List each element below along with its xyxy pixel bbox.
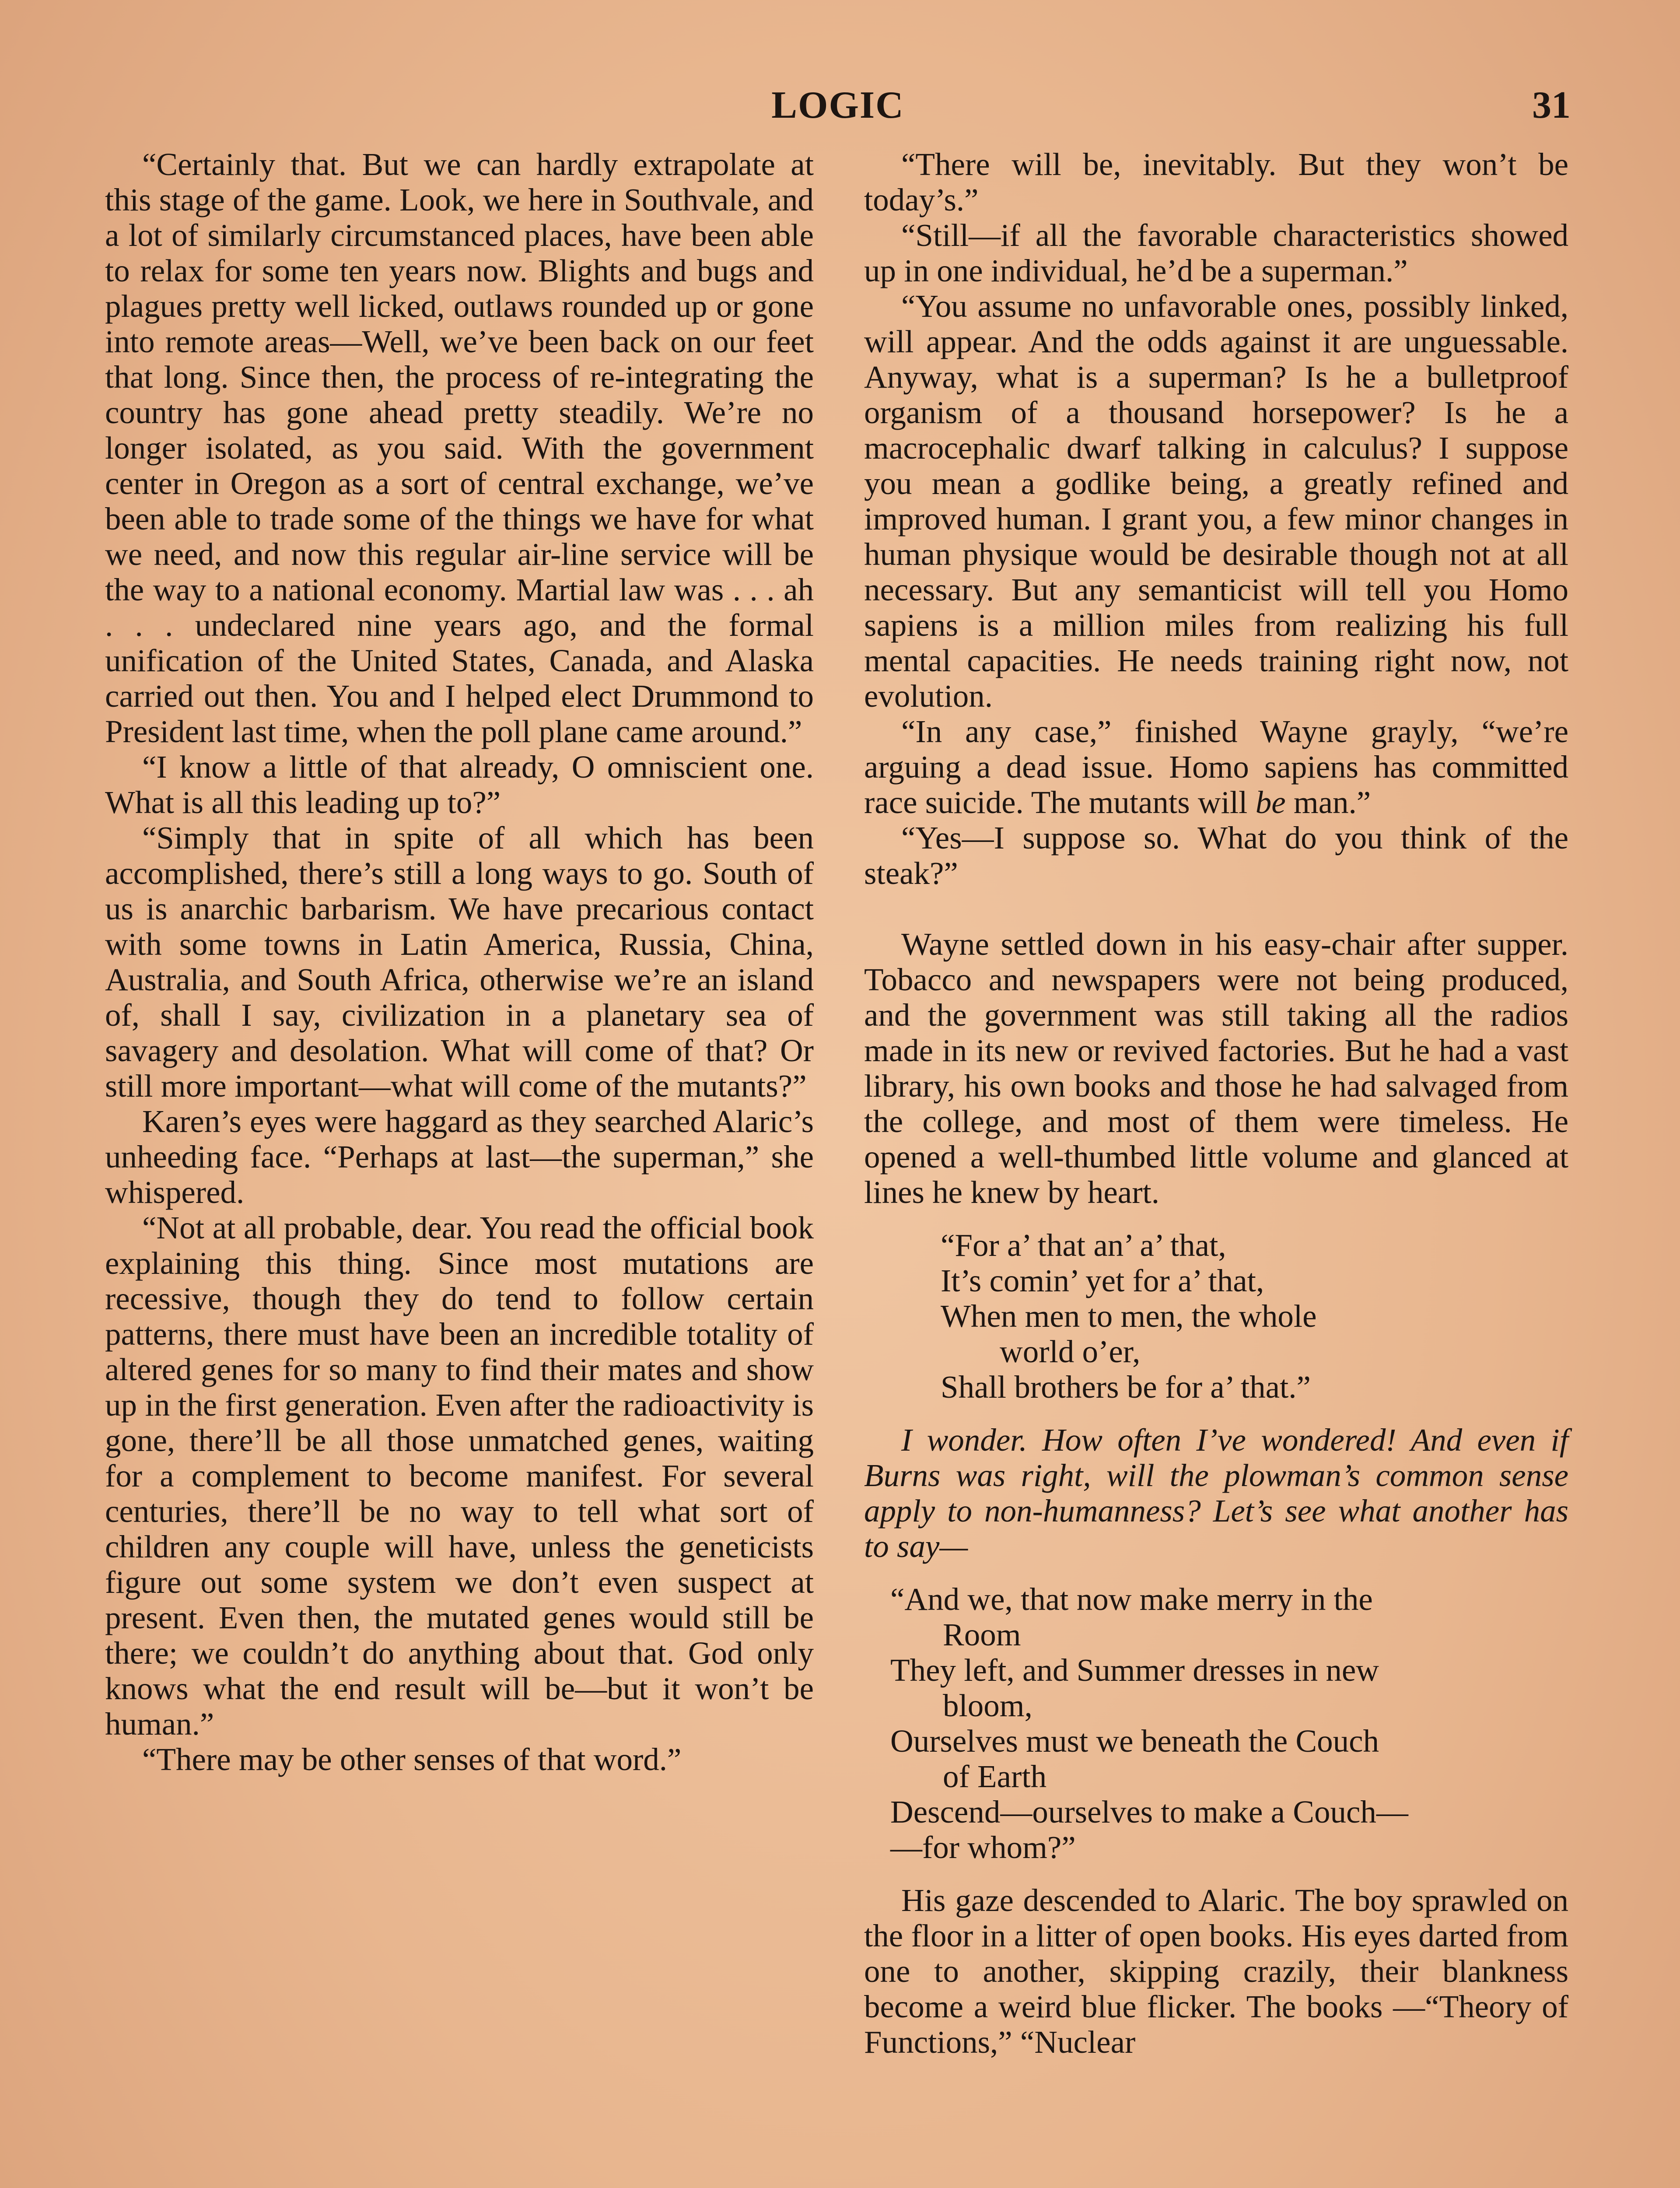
- paragraph-text: “In any case,” finished Wayne grayly, “we’re arguing a dead issue. Homo sapiens has committed race suicide. The mutants will: [864, 714, 1568, 820]
- verse-line: Shall brothers be for a’ that.”: [941, 1369, 1311, 1405]
- paragraph: “Certainly that. But we can hardly extrapolate at this stage of the game. Look, we here in Southvale, and a lot of similarly circumstanced places, have been able to relax for some ten years now. Blights and bugs and plagues pretty well licked, outlaws rounded up or gone into remote areas—Well, we’ve been back on our feet that long. Since then, the process of re-integrating the country has gone ahead pretty steadily. We’re no longer isolated, as you said. With the government center in Oregon as a sort of central exchange, we’ve been able to trade some of the things we have for what we need, and now this regular air-line service will be the way to a national economy. Martial law was . . . ah . . . undeclared nine years ago, and the formal unification of the United States, Canada, and Alaska carried out then. You and I helped elect Drummond to President last time, when the poll plane came around.”: [105, 147, 814, 749]
- paragraph: “There will be, inevitably. But they won’t be today’s.”: [864, 147, 1568, 217]
- paragraph: “There may be other senses of that word.”: [142, 1742, 682, 1777]
- paragraph: “Still—if all the favorable characteristics showed up in one individual, he’d be a superman.”: [864, 217, 1568, 288]
- italic-paragraph: I wonder. How often I’ve wondered! And even if Burns was right, will the plowman’s common sense apply to non-humanness? Let’s see what another has to say—: [864, 1422, 1568, 1564]
- paragraph: “You assume no unfavorable ones, possibly linked, will appear. And the odds against it are unguessable. Anyway, what is a superman? Is he a bulletproof organism of a thousand horsepower? Is he a macrocephalic dwarf talking in calculus? I suppose you mean a godlike being, a greatly refined and improved human. I grant you, a few minor changes in human physique would be desirable though not at all necessary. But any semanticist will tell you Homo sapiens is a million miles from realizing his full mental capacities. He needs training right now, not evolution.: [864, 288, 1568, 714]
- paragraph: Wayne settled down in his easy-chair after supper. Tobacco and newspapers were not being produced, and the government was still taking all the radios made in its new or revived factories. But he had a vast library, his own books and those he had salvaged from the college, and most of them were timeless. He opened a well-thumbed little volume and glanced at lines he knew by heart.: [864, 926, 1568, 1210]
- verse-line: When men to men, the whole: [941, 1298, 1317, 1334]
- verse-burns: [864, 1227, 1568, 1405]
- verse-line: “For a’ that an’ a’ that,: [941, 1227, 1226, 1263]
- paragraph: His gaze descended to Alaric. The boy sprawled on the floor in a litter of open books. His eyes darted from one to another, skipping crazily, their blankness become a weird blue flicker. The books —“Theory of Functions,” “Nuclear: [864, 1883, 1568, 2060]
- verse-line: —for whom?”: [890, 1830, 1076, 1865]
- verse-line: Ourselves must we beneath the Couch: [890, 1723, 1379, 1759]
- verse-line: Room: [943, 1617, 1021, 1652]
- paragraph: “I know a little of that already, O omniscient one. What is all this leading up to?”: [105, 749, 814, 820]
- paragraph-text: man.”: [1285, 785, 1371, 820]
- left-column: [105, 147, 814, 1777]
- running-title: LOGIC: [771, 84, 904, 126]
- paragraph: Karen’s eyes were haggard as they searched Alaric’s unheeding face. “Perhaps at last—the superman,” she whispered.: [105, 1104, 814, 1210]
- paragraph: “Not at all probable, dear. You read the official book explaining this thing. Since most mutations are recessive, though they do tend to follow certain patterns, there must have been an incredible totality of altered genes for so many to find their mates and show up in the first generation. Even after the radioactivity is gone, there’ll be all those unmatched genes, waiting for a complement to become manifest. For several centuries, there’ll be no way to tell what sort of children any couple will have, unless the geneticists figure out some system we don’t even suspect at present. Even then, the mutated genes would still be there; we couldn’t do anything about that. God only knows what the end result will be—but it won’t be human.”: [105, 1210, 814, 1742]
- verse-line: world o’er,: [1000, 1334, 1141, 1369]
- verse-line: Descend—ourselves to make a Couch—: [890, 1794, 1408, 1830]
- emphasis-text: be: [1255, 785, 1286, 820]
- page-header: [105, 83, 1571, 140]
- verse-line: bloom,: [943, 1688, 1032, 1723]
- paragraph: [864, 714, 1568, 820]
- page-number: 31: [1532, 84, 1571, 126]
- verse-line: It’s comin’ yet for a’ that,: [941, 1263, 1264, 1298]
- paragraph: “Simply that in spite of all which has been accomplished, there’s still a long ways to go. South of us is anarchic barbarism. We have precarious contact with some towns in Latin America, Russia, China, Australia, and South Africa, otherwise we’re an island of, shall I say, civilization in a planetary sea of savagery and desolation. What will come of that? Or still more important—what will come of the mutants?”: [105, 820, 814, 1104]
- paragraph: “Yes—I suppose so. What do you think of the steak?”: [864, 820, 1568, 891]
- verse-rubaiyat: [864, 1581, 1568, 1865]
- right-column: [864, 147, 1568, 2060]
- verse-line: “And we, that now make merry in the: [890, 1581, 1373, 1617]
- verse-line: of Earth: [943, 1759, 1047, 1794]
- verse-line: They left, and Summer dresses in new: [890, 1652, 1379, 1688]
